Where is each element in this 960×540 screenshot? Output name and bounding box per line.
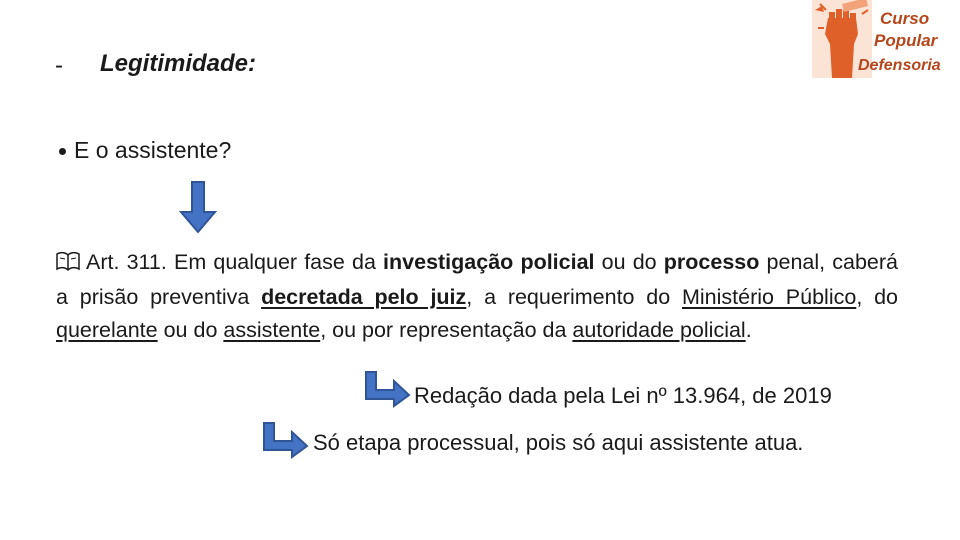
page-title: Legitimidade:: [100, 50, 257, 77]
arrow-down-icon: [178, 180, 218, 235]
logo-line-1: Curso: [880, 9, 930, 28]
logo-line-2: Popular: [874, 31, 938, 50]
article-underline-autoridade: autoridade policial: [572, 318, 746, 342]
bent-arrow-right-icon: [262, 421, 310, 459]
article-part: , ou por representação da: [320, 318, 573, 342]
logo: [812, 0, 960, 80]
open-book-icon: [56, 248, 80, 281]
article-part: .: [745, 318, 752, 342]
article-part: , a requerimento do: [466, 285, 682, 309]
article-part: ou do: [594, 250, 664, 274]
bullet-question: E o assistente?: [74, 137, 232, 163]
redacao-note: Redação dada pela Lei nº 13.964, de 2019: [414, 383, 832, 408]
article-part: penal, caberá a prisão preventiva: [56, 250, 898, 309]
bent-arrow-right-icon: [364, 370, 412, 408]
article-underline-querelante: querelante: [56, 318, 158, 342]
article-underline-mp: Ministério Público: [682, 285, 857, 309]
article-underline-juiz: decretada pelo juiz: [261, 285, 467, 309]
article-text: [56, 246, 898, 347]
article-bold-processo: processo: [663, 250, 760, 274]
conclusion-note: Só etapa processual, pois só aqui assistente atua.: [313, 430, 804, 455]
article-part: , do: [856, 285, 898, 309]
heading-dash: -: [55, 52, 63, 79]
bullet-dot-icon: [59, 148, 66, 155]
article-part: ou do: [157, 318, 224, 342]
logo-line-3: Defensoria: [858, 57, 941, 74]
raised-fist-pencil-icon: [812, 0, 960, 80]
article-underline-assistente: assistente: [223, 318, 321, 342]
article-part: Art. 311. Em qualquer fase da: [86, 250, 384, 274]
article-bold-investigacao: investigação policial: [383, 250, 595, 274]
